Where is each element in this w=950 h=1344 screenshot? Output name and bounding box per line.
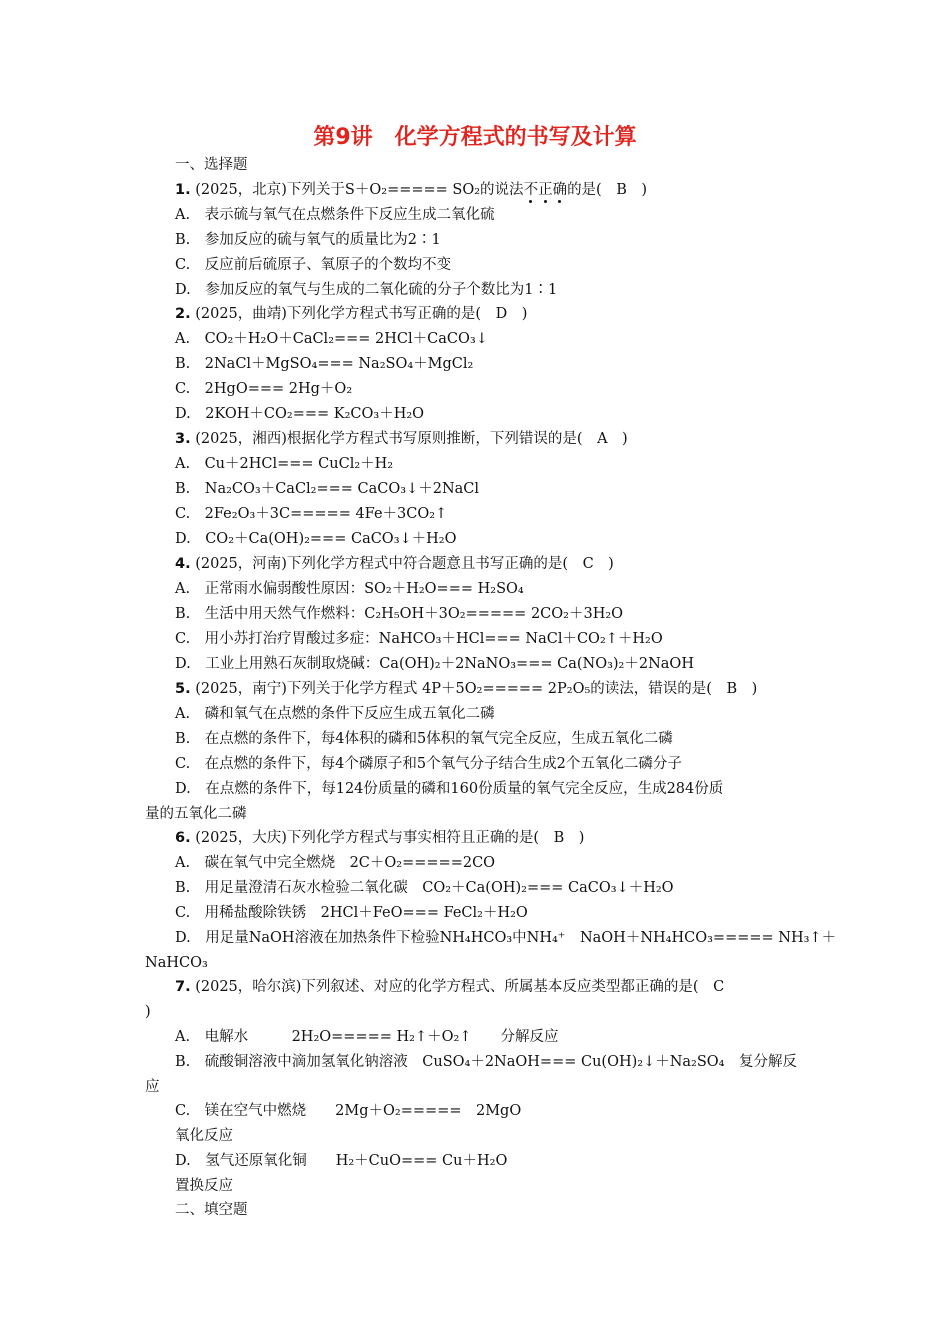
question-6-option-b: B. 用足量澄清石灰水检验二氧化碳 CO₂＋Ca(OH)₂=== CaCO₃↓＋H₂O [175, 880, 674, 896]
emphasis-dot-char: 正 [538, 182, 553, 198]
question-1-stem: 1. (2025，北京)下列关于S＋O₂===== SO₂的说法不正确的是( B ) [175, 182, 648, 198]
question-2-option-a: A. CO₂＋H₂O＋CaCl₂=== 2HCl＋CaCO₃↓ [175, 331, 488, 347]
question-5-option-d-continued: 量的五氧化二磷 [145, 806, 247, 822]
question-6-option-d-continued: NaHCO₃ [145, 955, 208, 971]
question-2-stem: 2. (2025，曲靖)下列化学方程式书写正确的是( D ) [175, 306, 528, 322]
question-6-stem: 6. (2025，大庆)下列化学方程式与事实相符且正确的是( B ) [175, 830, 585, 846]
question-6-option-d: D. 用足量NaOH溶液在加热条件下检验NH₄HCO₃中NH₄⁺ NaOH＋NH₄HCO₃===== NH₃↑＋ [175, 930, 837, 946]
question-7-option-b-continued: 应 [145, 1079, 160, 1095]
question-4-option-a: A. 正常雨水偏弱酸性原因：SO₂＋H₂O=== H₂SO₄ [175, 581, 524, 597]
question-7-option-c: C. 镁在空气中燃烧 2Mg＋O₂===== 2MgO [175, 1103, 522, 1119]
question-2-option-d: D. 2KOH＋CO₂=== K₂CO₃＋H₂O [175, 406, 425, 422]
question-2-option-c: C. 2HgO=== 2Hg＋O₂ [175, 381, 353, 397]
page-title: 第9讲 化学方程式的书写及计算 [313, 125, 637, 150]
question-4-option-d: D. 工业上用熟石灰制取烧碱：Ca(OH)₂＋2NaNO₃=== Ca(NO₃)₂＋2NaOH [175, 656, 694, 672]
question-3-stem: 3. (2025，湘西)根据化学方程式书写原则推断，下列错误的是( A ) [175, 431, 628, 447]
question-5-option-b: B. 在点燃的条件下，每4体积的磷和5体积的氧气完全反应，生成五氧化二磷 [175, 731, 673, 747]
question-7-stem: 7. (2025，哈尔滨)下列叙述、对应的化学方程式、所属基本反应类型都正确的是( C [175, 979, 725, 995]
question-1-option-c: C. 反应前后硫原子、氧原子的个数均不变 [175, 257, 452, 273]
question-7-option-d-continued: 置换反应 [175, 1178, 233, 1194]
question-4-option-c: C. 用小苏打治疗胃酸过多症：NaHCO₃＋HCl=== NaCl＋CO₂↑＋H₂O [175, 631, 663, 647]
question-number: 1. [175, 182, 191, 198]
section-heading-fill-in: 二、填空题 [175, 1202, 248, 1218]
section-heading-choice: 一、选择题 [175, 157, 248, 173]
question-3-option-d: D. CO₂＋Ca(OH)₂=== CaCO₃↓＋H₂O [175, 531, 457, 547]
question-5-option-d: D. 在点燃的条件下，每124份质量的磷和160份质量的氧气完全反应，生成284份质 [175, 781, 724, 797]
question-3-option-b: B. Na₂CO₃＋CaCl₂=== CaCO₃↓＋2NaCl [175, 481, 480, 497]
question-7-option-b: B. 硫酸铜溶液中滴加氢氧化钠溶液 CuSO₄＋2NaOH=== Cu(OH)₂↓＋Na₂SO₄ 复分解反 [175, 1054, 797, 1070]
question-number: 7. [175, 979, 191, 995]
question-number: 5. [175, 681, 191, 697]
question-number: 2. [175, 306, 191, 322]
question-number: 6. [175, 830, 191, 846]
question-7-option-c-continued: 氧化反应 [175, 1128, 233, 1144]
emphasis-dot-char: 不 [523, 182, 539, 198]
question-5-stem: 5. (2025，南宁)下列关于化学方程式 4P＋5O₂===== 2P₂O₅的读法，错误的是( B ) [175, 681, 758, 697]
question-1-option-b: B. 参加反应的硫与氧气的质量比为2∶1 [175, 232, 441, 248]
question-7-stem-continued: ) [145, 1004, 151, 1020]
question-5-option-a: A. 磷和氧气在点燃的条件下反应生成五氧化二磷 [175, 706, 495, 722]
question-number: 4. [175, 556, 191, 572]
emphasis-dot-char: 确 [552, 182, 568, 198]
question-7-option-a: A. 电解水 2H₂O===== H₂↑＋O₂↑ 分解反应 [175, 1029, 559, 1045]
question-7-option-d: D. 氢气还原氧化铜 H₂＋CuO=== Cu＋H₂O [175, 1153, 508, 1169]
question-3-option-a: A. Cu＋2HCl=== CuCl₂＋H₂ [175, 456, 394, 472]
question-1-option-a: A. 表示硫与氧气在点燃条件下反应生成二氧化硫 [175, 207, 495, 223]
question-2-option-b: B. 2NaCl＋MgSO₄=== Na₂SO₄＋MgCl₂ [175, 356, 474, 372]
question-6-option-c: C. 用稀盐酸除铁锈 2HCl＋FeO=== FeCl₂＋H₂O [175, 905, 528, 921]
question-4-stem: 4. (2025，河南)下列化学方程式中符合题意且书写正确的是( C ) [175, 556, 614, 572]
question-1-option-d: D. 参加反应的氧气与生成的二氧化硫的分子个数比为1∶1 [175, 282, 558, 298]
question-4-option-b: B. 生活中用天然气作燃料：C₂H₅OH＋3O₂===== 2CO₂＋3H₂O [175, 606, 624, 622]
question-5-option-c: C. 在点燃的条件下，每4个磷原子和5个氧气分子结合生成2个五氧化二磷分子 [175, 756, 682, 772]
question-number: 3. [175, 431, 191, 447]
question-6-option-a: A. 碳在氧气中完全燃烧 2C＋O₂=====2CO [175, 855, 496, 871]
question-3-option-c: C. 2Fe₂O₃＋3C===== 4Fe＋3CO₂↑ [175, 506, 448, 522]
